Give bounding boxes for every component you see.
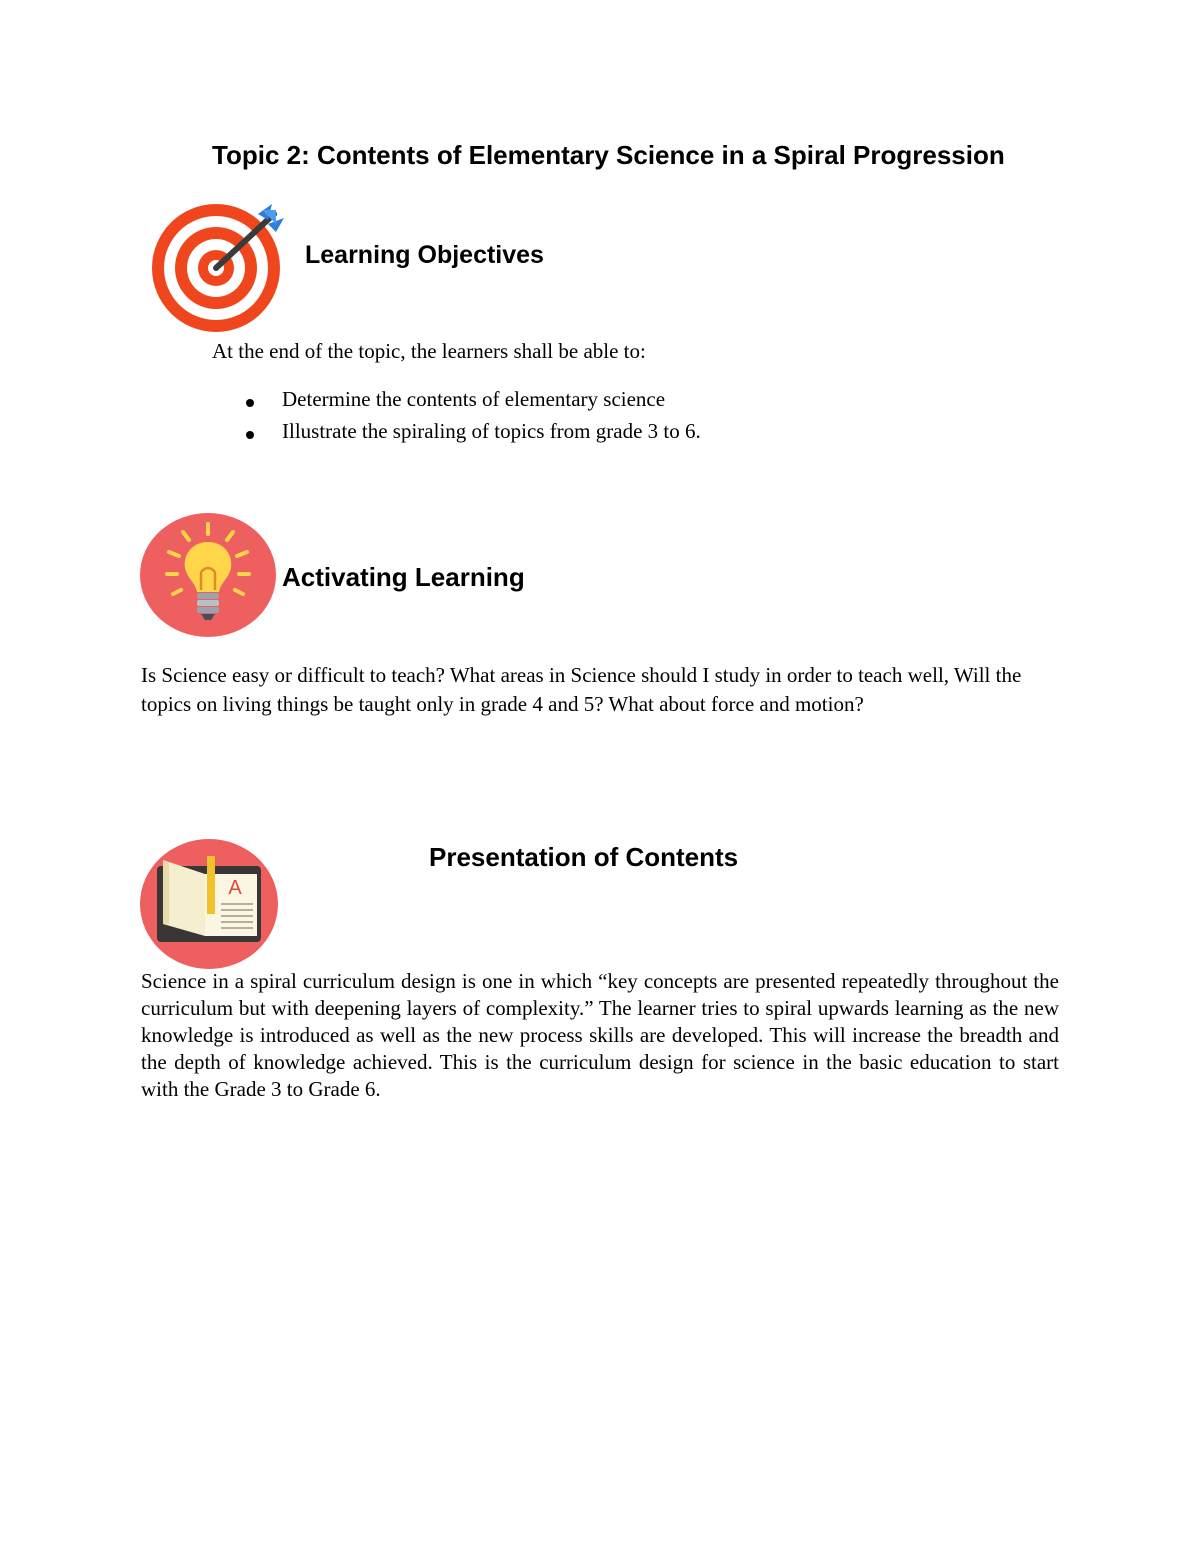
list-item-text: Determine the contents of elementary science: [282, 387, 666, 411]
book-letter: A: [228, 877, 242, 899]
bullet-icon: [246, 431, 254, 439]
section-heading-activating-learning: Activating Learning: [282, 562, 525, 592]
book-icon: [139, 838, 279, 970]
target-icon: [150, 200, 288, 338]
page-title: Topic 2: Contents of Elementary Science in a Spiral Progression: [212, 140, 1005, 170]
presentation-paragraph: Science in a spiral curriculum design is one in which “key concepts are presented repeatedly throughout the curriculum but with deepening layers of complexity.” The learner tries to spiral upwards learning as the new knowledge is introduced as well as the new process skills are developed. This will increase the breadth and the depth of knowledge achieved. This is the curriculum design for science in the basic education to start with the Grade 3 to Grade 6.: [141, 969, 1059, 1101]
section-heading-presentation: Presentation of Contents: [429, 842, 739, 872]
list-item-text: Illustrate the spiraling of topics from grade 3 to 6.: [282, 419, 701, 443]
lightbulb-icon: [139, 512, 277, 638]
section-heading-learning-objectives: Learning Objectives: [305, 241, 544, 269]
objectives-intro: At the end of the topic, the learners shall be able to:: [212, 339, 646, 363]
bullet-icon: [246, 399, 254, 407]
activating-paragraph: Is Science easy or difficult to teach? What areas in Science should I study in order to teach well, Will the topics on living things be taught only in grade 4 and 5? What about force and motion?: [141, 663, 1022, 716]
